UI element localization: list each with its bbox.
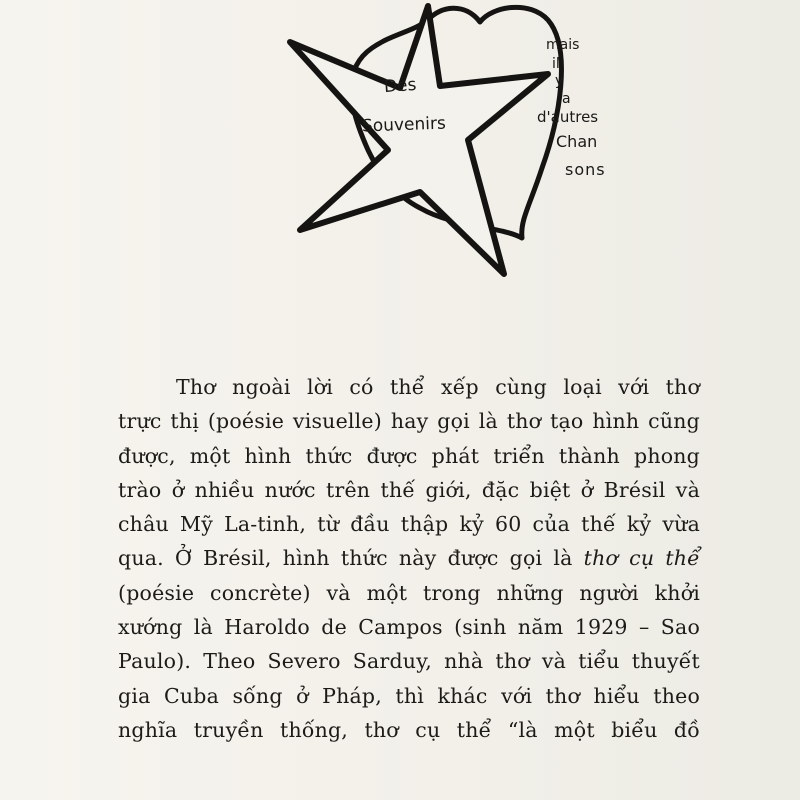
calligram-figure [280,0,640,285]
text-line: được, một hình thức được phát triển thành phong [118,443,700,468]
body-paragraph [118,370,700,747]
heart-text-il: il [552,56,560,72]
text-line: Thơ ngoài lời có thể xếp cùng loại với thơ [176,375,700,399]
text-line: xướng là Haroldo de Campos (sinh năm 1929 – Sao [118,615,700,640]
text-line: châu Mỹ La-tinh, từ đầu thập kỷ 60 của thế kỷ vừa [118,512,700,537]
heart-text-dautres: d'autres [537,108,599,126]
heart-text-chan: Chan [556,132,598,151]
text-line: gia Cuba sống ở Pháp, thì khác với thơ hiểu theo [118,683,700,708]
text-line: Paulo). Theo Severo Sarduy, nhà thơ và tiểu thuyết [118,649,700,674]
star-text-souvenirs: Souvenirs [361,113,447,137]
heart-text-mais: mais [546,37,580,53]
text-line: (poésie concrète) và một trong những người khởi [118,580,700,605]
heart-text-sons: sons [565,160,606,179]
heart-text-y: y [555,73,564,89]
text-line: nghĩa truyền thống, thơ cụ thể “là một biểu đồ [118,717,700,742]
text-line-plain: qua. Ở Brésil, hình thức này được gọi là [118,546,584,571]
text-line [118,541,700,575]
star-text-des: Des [383,74,418,98]
italic-term: thơ cụ thể [583,546,700,571]
heart-text-a: a [562,91,571,107]
text-line: trực thị (poésie visuelle) hay gọi là thơ tạo hình cũng [118,409,700,434]
text-line: trào ở nhiều nước trên thế giới, đặc biệt ở Brésil và [118,477,700,502]
